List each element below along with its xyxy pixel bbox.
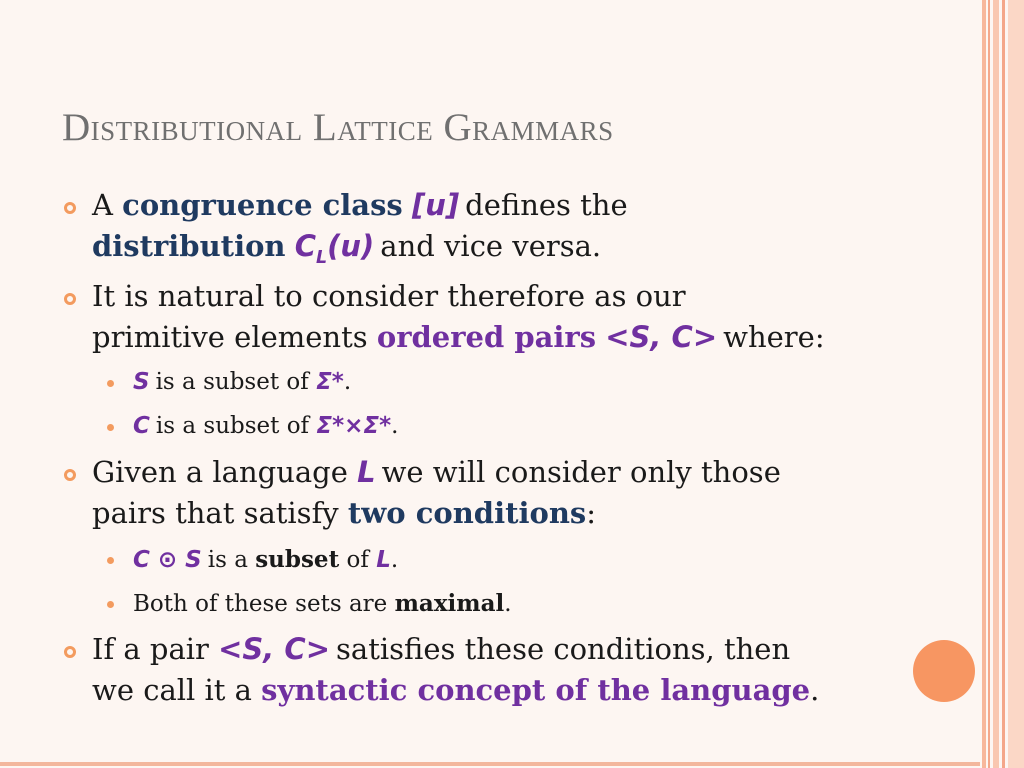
ring-bullet-icon <box>64 646 76 658</box>
dot-bullet-icon <box>107 601 114 608</box>
side-stripe <box>993 0 999 768</box>
dot-bullet-icon <box>107 380 114 387</box>
sub-bullet-concatenation: C ⊙ S is a subset of L. <box>133 546 399 573</box>
bullet-1-line-1: A congruence class [u] defines the <box>92 188 628 222</box>
bullet-4-line-1: If a pair <S, C> satisfies these conditions, then <box>92 632 791 666</box>
ring-bullet-icon <box>64 293 76 305</box>
bullet-4-line-2: we call it a syntactic concept of the language. <box>92 673 820 707</box>
bullet-1-line-2: distribution $C_L(u)$ and vice versa. <box>92 229 602 268</box>
slide-title: Distributional Lattice Grammars <box>62 106 614 149</box>
side-stripe <box>1008 0 1024 768</box>
side-stripe <box>1002 0 1005 768</box>
bullet-3-line-2: pairs that satisfy two conditions: <box>92 496 597 530</box>
bottom-border-line <box>0 762 980 766</box>
bullet-3-line-1: Given a language L we will consider only those <box>92 455 781 489</box>
sub-bullet-c-subset: C is a subset of Σ*×Σ*. <box>133 413 399 439</box>
sub-bullet-maximal: Both of these sets are maximal. <box>133 590 512 617</box>
dot-bullet-icon <box>107 424 114 431</box>
orange-circle-decoration <box>913 640 975 702</box>
side-stripe <box>988 0 990 768</box>
dot-bullet-icon <box>107 557 114 564</box>
distribution-symbol: $C_L(u)$ <box>294 229 375 268</box>
bullet-2-line-2: primitive elements ordered pairs <S, C> where: <box>92 320 825 354</box>
sub-bullet-s-subset: S is a subset of Σ*. <box>133 369 352 395</box>
side-stripe <box>982 0 986 768</box>
ring-bullet-icon <box>64 469 76 481</box>
bullet-2-line-1: It is natural to consider therefore as our <box>92 279 686 313</box>
ring-bullet-icon <box>64 202 76 214</box>
